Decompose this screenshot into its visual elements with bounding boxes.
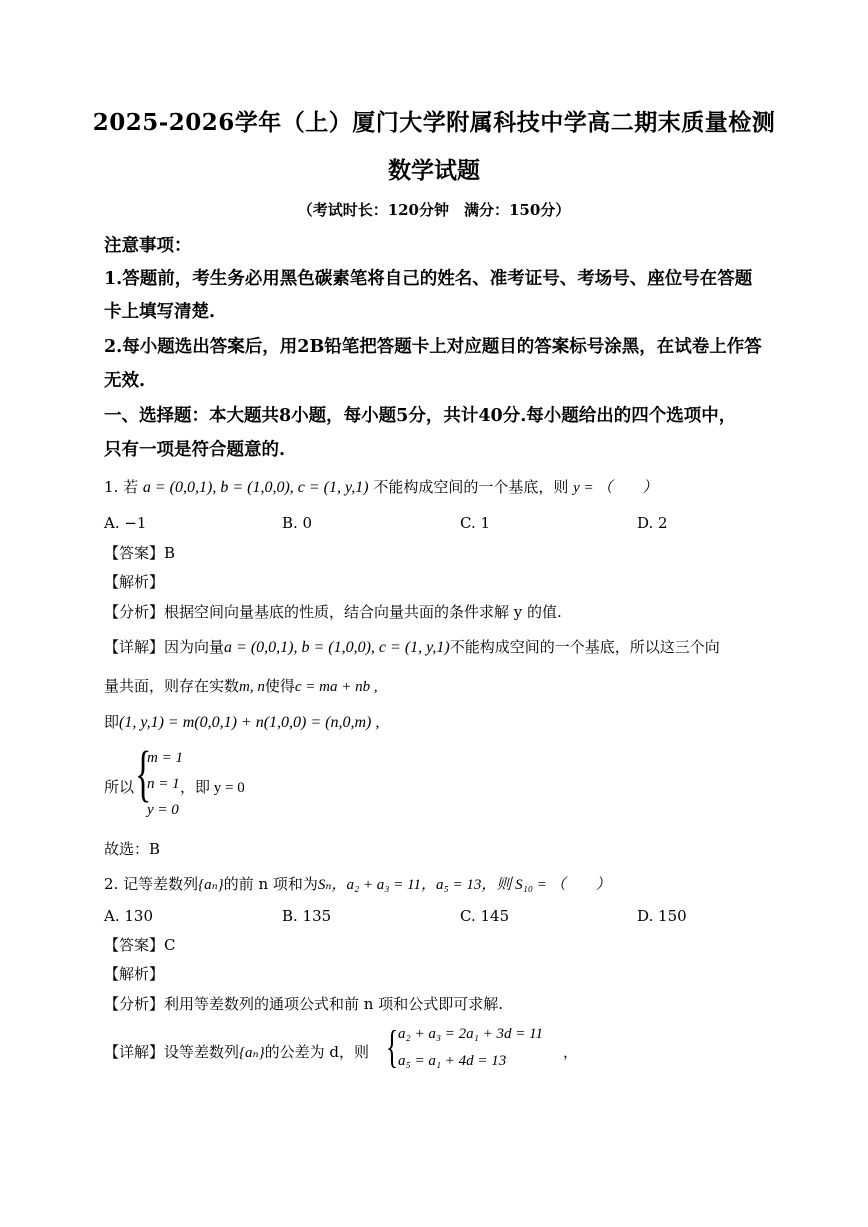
question-2-option-d: D. 150: [637, 907, 687, 925]
page-title: 2025-2026学年（上）厦门大学附属科技中学高二期末质量检测: [92, 109, 776, 136]
question-2-stem: [104, 873, 611, 894]
question-2-detail-seq: {aₙ}: [239, 1045, 265, 1061]
question-1-stem: [104, 476, 657, 497]
page-subject-title: 数学试题: [388, 157, 480, 184]
question-1-option-a: A. −1: [104, 514, 147, 532]
notice-heading: 注意事项：: [104, 236, 192, 256]
section-heading-cont: 只有一项是符合题意的.: [104, 440, 286, 460]
question-2-detail-a: 【详解】设等差数列: [104, 1043, 240, 1061]
question-1-ask: y = （ ）: [573, 480, 658, 496]
question-2-sequence: {aₙ}: [198, 877, 224, 893]
question-1-analysis-label: 【解析】: [104, 573, 165, 591]
system-prefix: 所以: [104, 778, 135, 796]
notice-item-2: 2.每小题选出答案后，用2B铅笔把答题卡上对应题目的答案标号涂黑，在试卷上作答: [104, 337, 762, 357]
question-2-option-b: B. 135: [282, 907, 332, 925]
notice-item-1-cont: 卡上填写清楚.: [104, 302, 216, 322]
detail-ie: 即: [104, 713, 120, 731]
notice-item-2-cont: 无效.: [104, 371, 146, 391]
question-2-conditions: Sₙ，a₂ + a₃ = 11，a₅ = 13，则 S₁₀ = （ ）: [317, 877, 611, 893]
question-2-option-a: A. 130: [104, 907, 153, 925]
question-1-stem-tail: 不能构成空间的一个基底，则: [373, 478, 569, 496]
question-1-detail-line-1: [104, 636, 720, 657]
notice-item-1: 1.答题前，考生务必用黑色碳素笔将自己的姓名、准考证号、考场号、座位号在答题: [104, 269, 753, 289]
q2-system-suffix: ，: [563, 1045, 579, 1061]
system-eq-3: y = 0: [147, 802, 179, 818]
section-heading: 一、选择题：本大题共8小题，每小题5分，共计40分.每小题给出的四个选项中，: [104, 406, 737, 426]
q2-system-eq-2: a₅ = a₁ + 4d = 13: [398, 1053, 507, 1069]
system-conclusion: ，即 y = 0: [180, 780, 245, 796]
question-1-option-d: D. 2: [637, 514, 668, 532]
detail-real-numbers: m, n: [239, 679, 265, 695]
question-2-detail: [104, 1041, 369, 1062]
left-brace-2: {: [386, 1021, 399, 1072]
detail-linear-combination: c = ma + nb ,: [294, 679, 378, 695]
exam-info: （考试时长：120分钟 满分：150分）: [297, 201, 571, 219]
question-1-fenxi: 【分析】根据空间向量基底的性质，结合向量共面的条件求解 y 的值.: [104, 603, 562, 621]
question-2-analysis-label: 【解析】: [104, 965, 165, 983]
question-1-number: 1. 若: [104, 478, 139, 496]
question-1-detail-line-2: [104, 675, 378, 696]
question-1-conclusion: 故选：B: [104, 840, 161, 858]
question-2-detail-b: 的公差为 d，则: [264, 1043, 369, 1061]
question-2-fenxi: 【分析】利用等差数列的通项公式和前 n 项和公式即可求解.: [104, 995, 503, 1013]
question-2-stem-a: 2. 记等差数列: [104, 875, 199, 893]
question-2-option-c: C. 145: [460, 907, 510, 925]
question-1-vectors: a = (0,0,1), b = (1,0,0), c = (1, y,1): [142, 479, 369, 496]
system-eq-1: m = 1: [147, 750, 183, 766]
detail-component-equation: (1, y,1) = m(0,0,1) + n(1,0,0) = (n,0,m) ,: [119, 714, 380, 731]
question-1-answer: 【答案】B: [104, 544, 176, 562]
question-1-option-b: B. 0: [282, 514, 313, 532]
detail-vectors: a = (0,0,1), b = (1,0,0), c = (1, y,1): [224, 639, 450, 656]
question-2-answer: 【答案】C: [104, 936, 176, 954]
system-eq-2: n = 1: [147, 776, 180, 792]
detail-such-that: 使得: [264, 677, 295, 695]
detail-intro: 【详解】因为向量: [104, 638, 225, 656]
left-brace: {: [135, 740, 152, 808]
question-1-detail-line-3: [104, 711, 379, 732]
detail-reason: 不能构成空间的一个基底，所以这三个向: [449, 638, 720, 656]
question-1-option-c: C. 1: [460, 514, 491, 532]
detail-coplanar-text: 量共面，则存在实数: [104, 677, 240, 695]
q2-system-eq-1: a₂ + a₃ = 2a₁ + 3d = 11: [398, 1026, 544, 1042]
question-2-stem-b: 的前 n 项和为: [223, 875, 318, 893]
